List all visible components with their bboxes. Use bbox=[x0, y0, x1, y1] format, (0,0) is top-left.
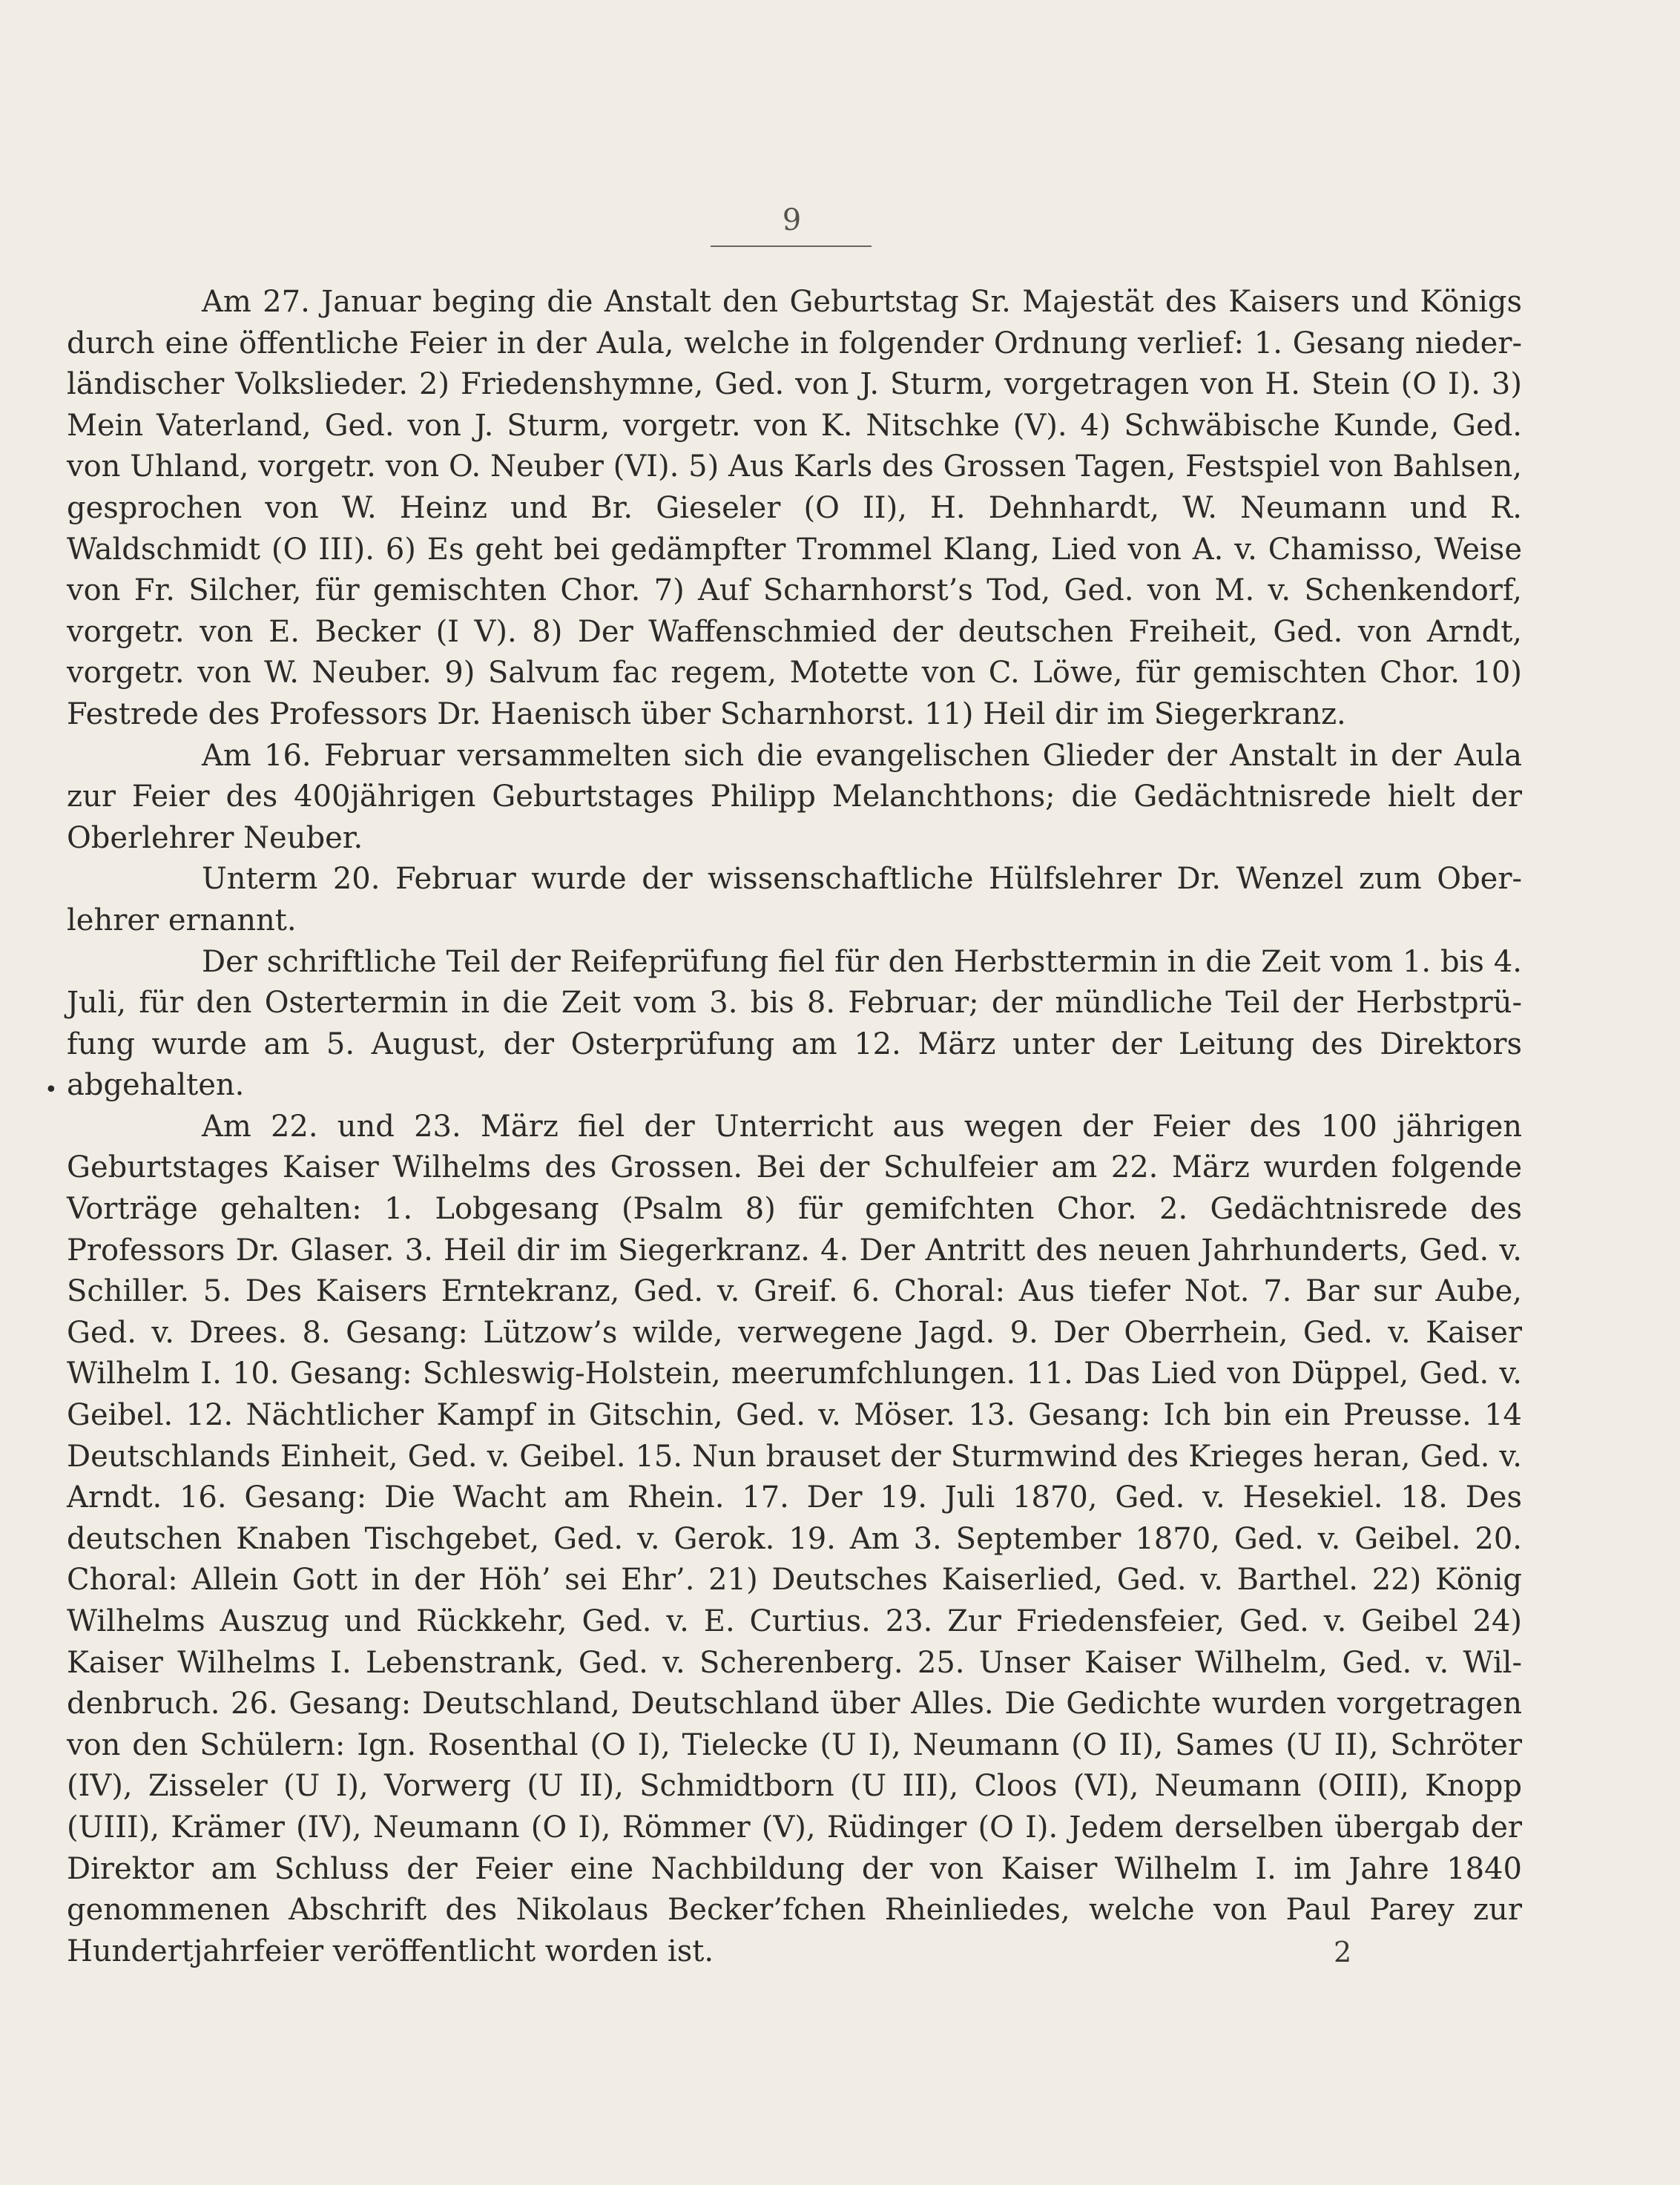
page-number: 9 bbox=[782, 203, 802, 237]
paragraph-wenzel: Unterm 20. Februar wurde der wissenschaftliche Hülfslehrer Dr. Wenzel zum Oberlehrer ernannt. bbox=[67, 862, 1522, 937]
margin-mark: • bbox=[45, 1077, 58, 1103]
signature-mark: 2 bbox=[1334, 1936, 1352, 1968]
header-rule bbox=[711, 245, 872, 247]
body-text bbox=[67, 282, 1522, 1972]
paragraph-reifepruefung: Der schriftliche Teil der Reifeprüfung fiel für den Herbsttermin in die Zeit vom 1. bis 4. Juli, für den Ostertermin in die Zeit vom 3. bis 8. Februar; der mündliche Teil der Herbstprüfung wurde am 5. August, der Osterprüfung am 12. März unter der Leitung des Direktors abgehalten. bbox=[67, 944, 1522, 1103]
paragraph-melanchthon: Am 16. Februar versammelten sich die evangelischen Glieder der Anstalt in der Aula zur Feier des 400jährigen Geburtstages Philipp Melanchthons; die Gedächtnisrede hielt der Oberlehrer Neuber. bbox=[67, 738, 1522, 855]
paragraph-centenary: Am 22. und 23. März fiel der Unterricht aus wegen der Feier des 100 jährigen Geburtstages Kaiser Wilhelms des Grossen. Bei der Schulfeier am 22. März wurden folgende Vorträge gehalten: 1. Lobgesang (Psalm 8) für gemifchten Chor. 2. Gedächtnisrede des Professors Dr. Glaser. 3. Heil dir im Siegerkranz. 4. Der Antritt des neuen Jahrhunderts, Ged. v. Schiller. 5. Des Kaisers Erntekranz, Ged. v. Greif. 6. Choral: Aus tiefer Not. 7. Bar sur Aube, Ged. v. Drees. 8. Gesang: Lützow’s wilde, verwegene Jagd. 9. Der Oberrhein, Ged. v. Kaiser Wilhelm I. 10. Gesang: Schleswig-Holstein, meerumfchlungen. 11. Das Lied von Düppel, Ged. v. Geibel. 12. Nächtlicher Kampf in Gitschin, Ged. v. Möser. 13. Gesang: Ich bin ein Preusse. 14 Deutschlands Einheit, Ged. v. Geibel. 15. Nun brauset der Sturmwind des Krieges heran, Ged. v. Arndt. 16. Gesang: Die Wacht am Rhein. 17. Der 19. Juli 1870, Ged. v. Hesekiel. 18. Des deutschen Knaben Tischgebet, Ged. v. Gerok. 19. Am 3. September 1870, Ged. v. Geibel. 20. Choral: Allein Gott in der Höh’ sei Ehr’. 21) Deutsches Kaiserlied, Ged. v. Barthel. 22) König Wilhelms Auszug und Rückkehr, Ged. v. E. Curtius. 23. Zur Friedensfeier, Ged. v. Geibel 24) Kaiser Wilhelms I. Lebenstrank, Ged. v. Scherenberg. 25. Unser Kaiser Wilhelm, Ged. v. Wildenbruch. 26. Gesang: Deutschland, Deutschland über Alles. Die Gedichte wurden vorgetragen von den Schülern: Ign. Rosenthal (O I), Tielecke (U I), Neumann (O II), Sames (U II), Schröter (IV), Zisseler (U I), Vorwerg (U II), Schmidtborn (U III), Cloos (VI), Neumann (OIII), Knopp (UIII), Krämer (IV), Neumann (O I), Römmer (V), Rüdinger (O I). Jedem derselben übergab der Direktor am Schluss der Feier eine Nachbildung der von Kaiser Wilhelm I. im Jahre 1840 genommenen Abschrift des Nikolaus Becker’fchen Rheinliedes, welche von Paul Parey zur Hundertjahrfeier veröffentlicht worden ist. bbox=[67, 1109, 1522, 1968]
paragraph-kaiser-birthday: Am 27. Januar beging die Anstalt den Geburtstag Sr. Majestät des Kaisers und Königs durch eine öffentliche Feier in der Aula, welche in folgender Ordnung verlief: 1. Gesang niederländischer Volkslieder. 2) Friedenshymne, Ged. von J. Sturm, vorgetragen von H. Stein (O I). 3) Mein Vaterland, Ged. von J. Sturm, vorgetr. von K. Nitschke (V). 4) Schwäbische Kunde, Ged. von Uhland, vorgetr. von O. Neuber (VI). 5) Aus Karls des Grossen Tagen, Festspiel von Bahlsen, gesprochen von W. Heinz und Br. Gieseler (O II), H. Dehnhardt, W. Neumann und R. Waldschmidt (O III). 6) Es geht bei gedämpfter Trommel Klang, Lied von A. v. Chamisso, Weise von Fr. Silcher, für gemischten Chor. 7) Auf Scharnhorst’s Tod, Ged. von M. v. Schenkendorf, vorgetr. von E. Becker (I V). 8) Der Waffenschmied der deutschen Freiheit, Ged. von Arndt, vorgetr. von W. Neuber. 9) Salvum fac regem, Motette von C. Löwe, für gemischten Chor. 10) Festrede des Professors Dr. Haenisch über Scharnhorst. 11) Heil dir im Siegerkranz. bbox=[67, 285, 1522, 731]
